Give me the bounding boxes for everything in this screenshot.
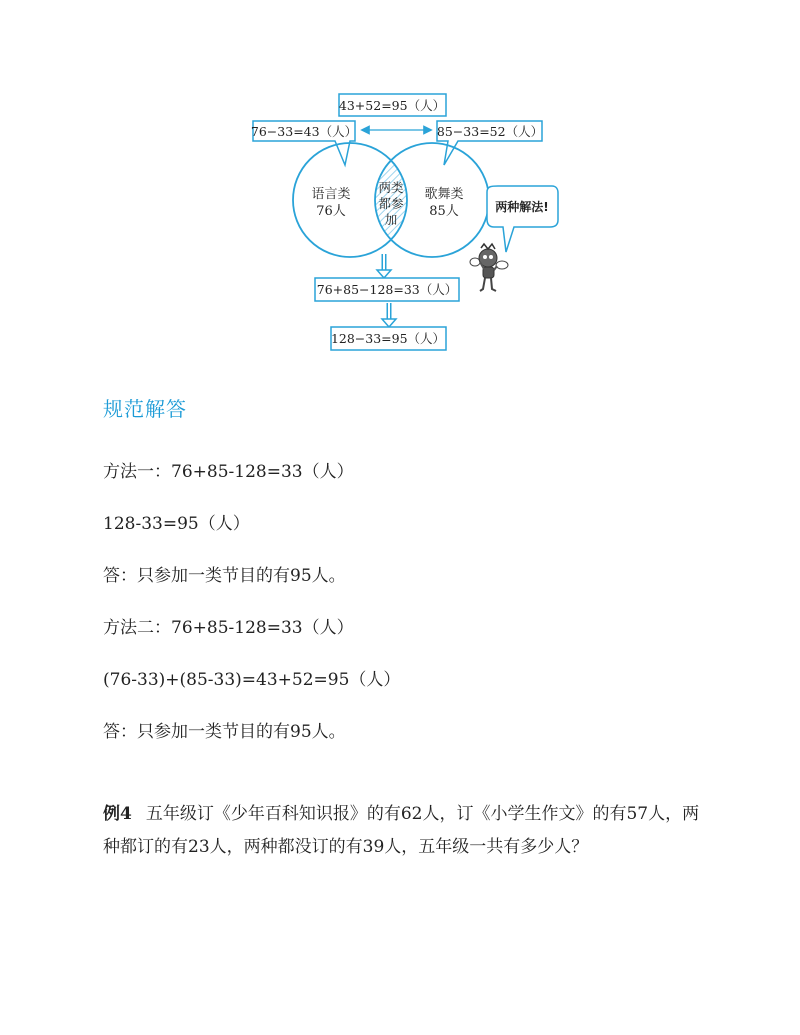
- method2-line1: 方法二：76+85-128=33（人）: [103, 618, 354, 638]
- overlap-label-3: 加: [384, 212, 398, 227]
- speech-bubble-text: 两种解法!: [495, 200, 549, 214]
- method2-answer: 答：只参加一类节目的有95人。: [103, 722, 346, 742]
- down-arrow-icon: [377, 254, 391, 278]
- right-callout-text: 85−33=52（人）: [436, 124, 544, 139]
- language-label: 语言类: [311, 187, 351, 202]
- venn-diagram: [0, 0, 800, 360]
- overlap-label-1: 两类: [378, 180, 404, 195]
- method2-line2: (76-33)+(85-33)=43+52=95（人）: [103, 670, 401, 690]
- dance-count: 85人: [429, 204, 459, 219]
- down-arrow-icon: [382, 303, 396, 327]
- speech-bubble: [487, 186, 558, 252]
- mid-formula-text: 76+85−128=33（人）: [316, 282, 458, 297]
- method1-line1: 方法一：76+85-128=33（人）: [103, 462, 354, 482]
- overlap-label-2: 都参: [378, 196, 404, 211]
- cartoon-character-icon: [470, 244, 508, 291]
- example-text: 五年级订《少年百科知识报》的有62人，订《小学生作文》的有57人，两种都订的有23人，两种都没订的有39人，五年级一共有多少人？: [103, 804, 700, 857]
- method1-answer: 答：只参加一类节目的有95人。: [103, 566, 346, 586]
- dance-label: 歌舞类: [424, 187, 464, 202]
- example-label: 例4: [103, 804, 132, 824]
- section-heading: 规范解答: [103, 397, 187, 421]
- top-formula-text: 43+52=95（人）: [338, 98, 446, 113]
- left-callout-text: 76−33=43（人）: [250, 124, 358, 139]
- method1-line2: 128-33=95（人）: [103, 514, 250, 534]
- bottom-formula-text: 128−33=95（人）: [330, 331, 446, 346]
- language-count: 76人: [316, 204, 346, 219]
- example-problem: [103, 798, 703, 864]
